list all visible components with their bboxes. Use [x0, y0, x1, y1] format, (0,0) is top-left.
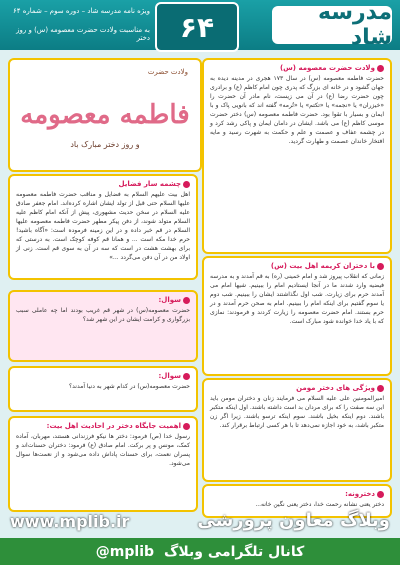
celebration-image: [8, 58, 202, 172]
hadith-title: اهمیت جایگاه دختر در احادیث اهل بیت:: [46, 422, 181, 430]
image-text1: ولادت حضرت: [147, 68, 188, 76]
page-title: مدرسه شاد: [272, 6, 392, 44]
flower-icon: [183, 297, 190, 304]
flower-icon: [377, 491, 384, 498]
flower-icon: [183, 423, 190, 430]
blog-title: وبلاگ معاون پرورشی: [197, 510, 390, 531]
story-text: زمانی که انقلاب پیروز شد و امام خمینی (ره) به قم آمدند و به مدرسه فیضیه وارد شدند ما در آنجا ایستادیم امام را ببینیم. شیها امام می آمدند حرم برای زیارت. شب اول نگذاشتند ایشان را ببینیم. شب دوم یا سوم گفتیم برای اینکه امام را ببینیم. امام به صحن حرم آمدند و در حرم بستند. امام حضرت معصومه را زیارت کردند و فرمودند: نمازی که با یاد خدا خوانده شود مبارک است.: [210, 273, 384, 325]
story-box: [202, 256, 392, 376]
hadith-box: [8, 416, 198, 512]
image-text2: فاطمه معصومه: [20, 100, 190, 130]
image-text3: و روز دختر مبارک باد: [70, 140, 140, 149]
traits-text: امیرالمومنین علی علیه السلام می فرمایند زنان و دختران مومن باید این سه صفت را که برای مردان بد است داشته باشند. اول اینکه متکبر باشند. دوم اینکه بخیل باشند. سوم اینکه ترسو باشند. زیرا اگر زن متکبر باشد، به خود اجازه نمی‌دهد تا با هر کسی ارتباط برقرار کند.: [210, 395, 384, 429]
question2-box: [8, 366, 198, 412]
telegram-handle[interactable]: @mplib: [95, 543, 155, 560]
traits-box: [202, 378, 392, 482]
question1-title: سوال:: [158, 296, 181, 304]
girlish-title: دخترونه:: [345, 490, 375, 498]
question2-title: سوال:: [158, 372, 181, 380]
question1-box: [8, 290, 198, 362]
header-line1: ویژه نامه مدرسه شاد – دوره سوم – شماره ۶۴: [13, 7, 150, 15]
virtues-box: [8, 174, 198, 280]
flower-icon: [183, 181, 190, 188]
story-title: با دختران کریمه اهل بیت (س): [270, 262, 375, 270]
issue-number: ۶۴: [155, 2, 239, 52]
question1-text: حضرت معصومه(س) در شهر قم غریب بودند اما چه عاملی سبب بزرگواری و کرامت ایشان در این شهر شد؟: [16, 307, 190, 323]
girlish-text: دختر یعنی نشانه رحمت خدا، دختر یعنی نگین خانه...: [255, 501, 384, 508]
traits-title: ویژگی های دختر مومن: [296, 384, 375, 392]
flower-icon: [183, 373, 190, 380]
virtues-text: اهل بیت علیهم السلام به فضایل و مناقب حضرت فاطمه معصومه علیها السلام حتی قبل از تولد ایشان اشاره کرده‌اند. امام جعفر صادق علیه السلام در سخن حدیث مشهوری، پیش از آنکه امام کاظم علیه السلام متولد شوند، از دفن پیکر مطهر حضرت فاطمه معصومه علیها السلام در قم خبر داده و در این زمینه فرموده است: «آگاه باشید! حرم خدا مکه است ... و همانا قم کوفه کوچک است. به درستی که برای بهشت هشت در است که سه در آن به سوی قم است. زنی از اولاد من در آن دفن می‌گردد ...»: [16, 191, 190, 261]
hadith-text: رسول خدا (ص) فرمود: دختر ها نیکو فرزندانی هستند، مهربان، آماده کمک، مونس و پر برکت. امام صادق (ع) فرمود: دختران حسنات‌اند و پسران نعمت، برای حسنات پاداش داده می‌شود و از نعمت‌ها سوال می‌شود.: [16, 433, 190, 467]
virtues-title: چشمه سار فضایل: [118, 180, 181, 188]
birth-box: [202, 58, 392, 254]
birth-title: ولادت حضرت معصومه (س): [279, 64, 375, 72]
flower-icon: [377, 263, 384, 270]
header-line2: به مناسبت ولادت حضرت معصومه (س) و روز دختر: [16, 26, 150, 42]
website-link[interactable]: www.mplib.ir: [10, 512, 130, 531]
footer-bar: [0, 538, 400, 565]
flower-icon: [377, 65, 384, 72]
flower-icon: [377, 385, 384, 392]
header: [0, 0, 400, 50]
birth-text: حضرت فاطمه معصومه (س) در سال ۱۷۳ هجری در مدینه دیده به جهان گشود و در خانه ای بزرگ که پدری چون امام کاظم (ع) و برادری چون حضرت رضا (ع) در آن می زیست، نام مادر آن حضرت را «خیزران» یا «نجمه» یا «تکتم» یا «تُرمه» گفته اند که بانویی پاک و با ایمان و بسیار با تقوا بود. حضرت فاطمه معصومه (س) دختر حضرت موسی کاظم (ع) می باشد. ایشان در دامان ایمان و پاکی رشد کرد و در چشمه عفاف و عصمت و علم و حکمت به شهرت رسید و مایه افتخار خاندان عصمت و طهارت گردید.: [210, 75, 384, 145]
channel-label: کانال تلگرامی وبلاگ: [164, 543, 305, 560]
question2-text: حضرت معصومه(س) در کدام شهر به دنیا آمدند؟: [68, 383, 190, 390]
